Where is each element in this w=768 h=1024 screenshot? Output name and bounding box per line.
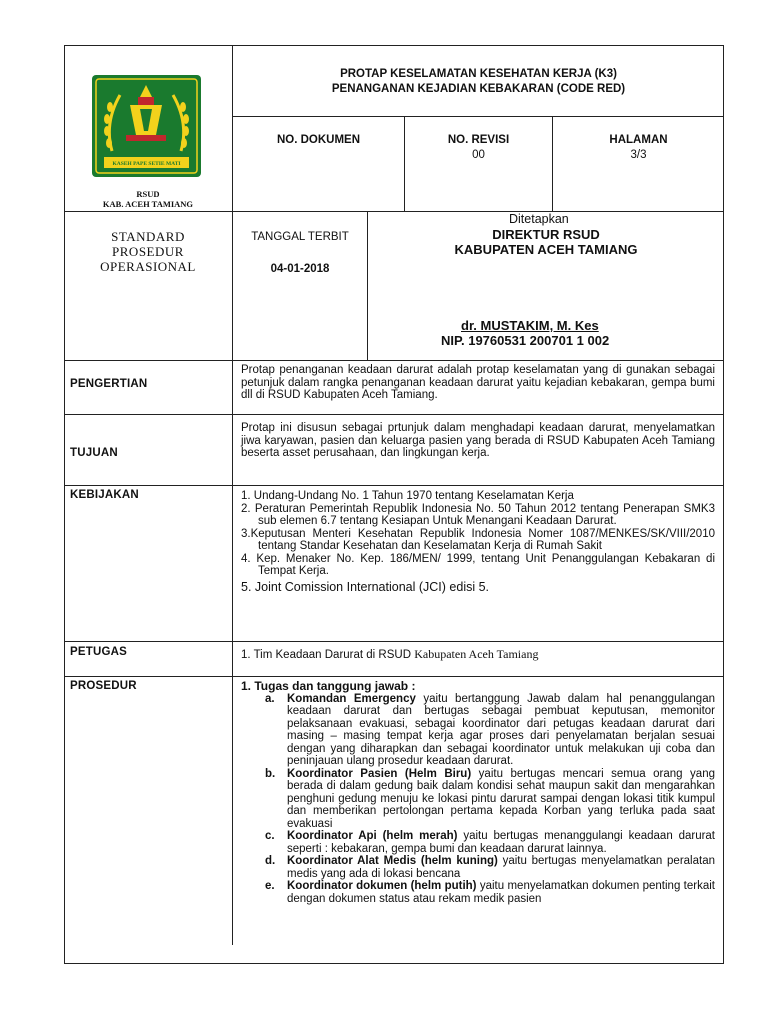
petugas-label: PETUGAS bbox=[70, 646, 127, 658]
document-title-line1: PROTAP KESELAMATAN KESEHATAN KERJA (K3) bbox=[340, 68, 617, 80]
petugas-text-prefix: 1. Tim Keadaan Darurat di RSUD bbox=[241, 649, 415, 661]
prosedur-item-letter: d. bbox=[265, 855, 276, 867]
grid-line bbox=[64, 676, 724, 677]
prosedur-label: PROSEDUR bbox=[70, 680, 137, 692]
grid-line bbox=[64, 485, 724, 486]
grid-line bbox=[64, 360, 724, 361]
pengertian-label: PENGERTIAN bbox=[70, 378, 148, 390]
tanggal-terbit-label: TANGGAL TERBIT bbox=[251, 231, 349, 243]
prosedur-item bbox=[241, 693, 715, 768]
prosedur-item-letter: c. bbox=[265, 830, 275, 842]
petugas-text bbox=[241, 648, 715, 662]
sop-title-line2: PROSEDUR bbox=[112, 244, 184, 259]
logo-label-line2: KAB. ACEH TAMIANG bbox=[102, 199, 194, 209]
document-title-line2: PENANGANAN KEJADIAN KEBAKARAN (CODE RED) bbox=[331, 83, 626, 95]
kebijakan-item: 3.Keputusan Menteri Kesehatan Republik Indonesia Nomer 1087/MENKES/SK/VIII/2010 tentang Standar Kesehatan dan Keselamatan Kerja di Rumah Sakit bbox=[241, 527, 715, 552]
petugas-text-suffix: Kabupaten Aceh Tamiang bbox=[414, 647, 539, 661]
prosedur-item-letter: a. bbox=[265, 692, 275, 705]
prosedur-item-letter: b. bbox=[265, 767, 276, 780]
grid-line bbox=[552, 116, 553, 211]
direktur-title: DIREKTUR RSUD bbox=[492, 227, 600, 242]
rsud-logo bbox=[90, 73, 203, 179]
prosedur-item-text: yaitu bertugas mencari semua orang yang berada di dalam gedung baik dalam kondisi sehat maupun sakit dan mengarahkan penghuni gedung menuju ke lokasi pintu darurat sampai dengan lokasi titik kumpul dan memberikan pertolongan pertama kepada Korban yang terluka pada saat evakuasi bbox=[287, 767, 715, 830]
prosedur-item-text: yaitu bertanggung Jawab dalam hal penanggulangan keadaan darurat dan bertugas sebagai pembuat keputusan, memonitor pelaksanaan evakuasi, sebagai koordinator dari petugas keadaan darurat dari masing – masing tempat kerja agar proses dari penyelamatan berjalan sesuai dengan yang diharapkan dan sebagai koordinator untuk melakukan uji coba dan peninjauan ulang prosedur keadaan darurat. bbox=[287, 692, 715, 767]
tanggal-terbit-value: 04-01-2018 bbox=[270, 263, 330, 275]
prosedur-item bbox=[241, 855, 715, 880]
prosedur-heading: 1. Tugas dan tanggung jawab : bbox=[241, 679, 416, 693]
signatory-name: dr. MUSTAKIM, M. Kes bbox=[461, 318, 599, 333]
prosedur-item-text: yaitu menyelamatkan dokumen penting terkait dengan dokumen status atau rekam medik pasien bbox=[287, 880, 715, 905]
grid-line bbox=[232, 116, 724, 117]
no-dokumen-label: NO. DOKUMEN bbox=[276, 134, 361, 146]
prosedur-item-title: Koordinator Alat Medis (helm kuning) bbox=[287, 855, 498, 867]
tujuan-text: Protap ini disusun sebagai prtunjuk dalam menghadapi keadaan darurat, menyelamatkan jiwa karyawan, pasien dan keluarga pasien yang berada di RSUD Kabupaten Aceh Tamiang beserta asset perusahaan, dan lingkungan kerja. bbox=[241, 422, 715, 459]
prosedur-item-text: yaitu bertugas menanggulangi keadaan darurat seperti : kebakaran, gempa bumi dan keadaan darurat lainnya. bbox=[287, 830, 716, 855]
grid-line bbox=[64, 641, 724, 642]
kebijakan-list bbox=[241, 490, 715, 593]
tujuan-label: TUJUAN bbox=[70, 447, 118, 459]
shield-logo-icon bbox=[90, 73, 203, 179]
prosedur-item bbox=[241, 880, 715, 905]
prosedur-item-text: yaitu bertugas menyelamatkan peralatan medis yang ada di lokasi bencana bbox=[287, 855, 715, 880]
prosedur-item bbox=[241, 768, 715, 831]
no-revisi-label: NO. REVISI bbox=[447, 134, 510, 146]
prosedur-item-letter: e. bbox=[265, 880, 275, 892]
logo-label-line1: RSUD bbox=[136, 189, 160, 199]
kebijakan-item: 2. Peraturan Pemerintah Republik Indonesia No. 50 Tahun 2012 tentang Penerapan SMK3 sub elemen 6.7 tentang Kesiapan Untuk Menangani Keadaan Darurat. bbox=[241, 502, 715, 527]
grid-line bbox=[232, 45, 233, 945]
prosedur-item-title: Komandan Emergency bbox=[287, 692, 416, 705]
prosedur-item-title: Koordinator dokumen (helm putih) bbox=[287, 880, 477, 892]
direktur-kabupaten: KABUPATEN ACEH TAMIANG bbox=[454, 242, 638, 257]
sop-title-line3: OPERASIONAL bbox=[100, 259, 196, 274]
prosedur-item bbox=[241, 830, 715, 855]
ditetapkan-label: Ditetapkan bbox=[509, 212, 569, 226]
halaman-value: 3/3 bbox=[630, 149, 647, 161]
halaman-label: HALAMAN bbox=[609, 134, 668, 146]
no-revisi-value: 00 bbox=[472, 149, 485, 161]
kebijakan-item: 4. Kep. Menaker No. Kep. 186/MEN/ 1999, tentang Unit Penanggulangan Kebakaran di Tempat Kerja. bbox=[241, 552, 715, 577]
grid-line bbox=[64, 414, 724, 415]
kebijakan-item: 5. Joint Comission International (JCI) edisi 5. bbox=[241, 579, 490, 594]
grid-line bbox=[404, 116, 405, 211]
kebijakan-label: KEBIJAKAN bbox=[70, 489, 139, 501]
prosedur-item-title: Koordinator Pasien (Helm Biru) bbox=[287, 767, 472, 780]
kebijakan-item: 1. Undang-Undang No. 1 Tahun 1970 tentang Keselamatan Kerja bbox=[241, 490, 574, 502]
logo-banner-text: KASEH PAPE SETIE MATI bbox=[112, 161, 181, 167]
pengertian-text: Protap penanganan keadaan darurat adalah protap keselamatan yang di gunakan sebagai petunjuk dalam rangka penanganan keadaan darurat yaitu kejadian kebakaran, gempa bumi dll di RSUD Kabupaten Aceh Tamiang. bbox=[241, 364, 715, 401]
prosedur-item-title: Koordinator Api (helm merah) bbox=[287, 830, 458, 842]
signatory-nip: NIP. 19760531 200701 1 002 bbox=[441, 333, 610, 348]
prosedur-content bbox=[241, 680, 715, 905]
grid-line bbox=[64, 211, 724, 212]
sop-title-line1: STANDARD bbox=[111, 229, 185, 244]
